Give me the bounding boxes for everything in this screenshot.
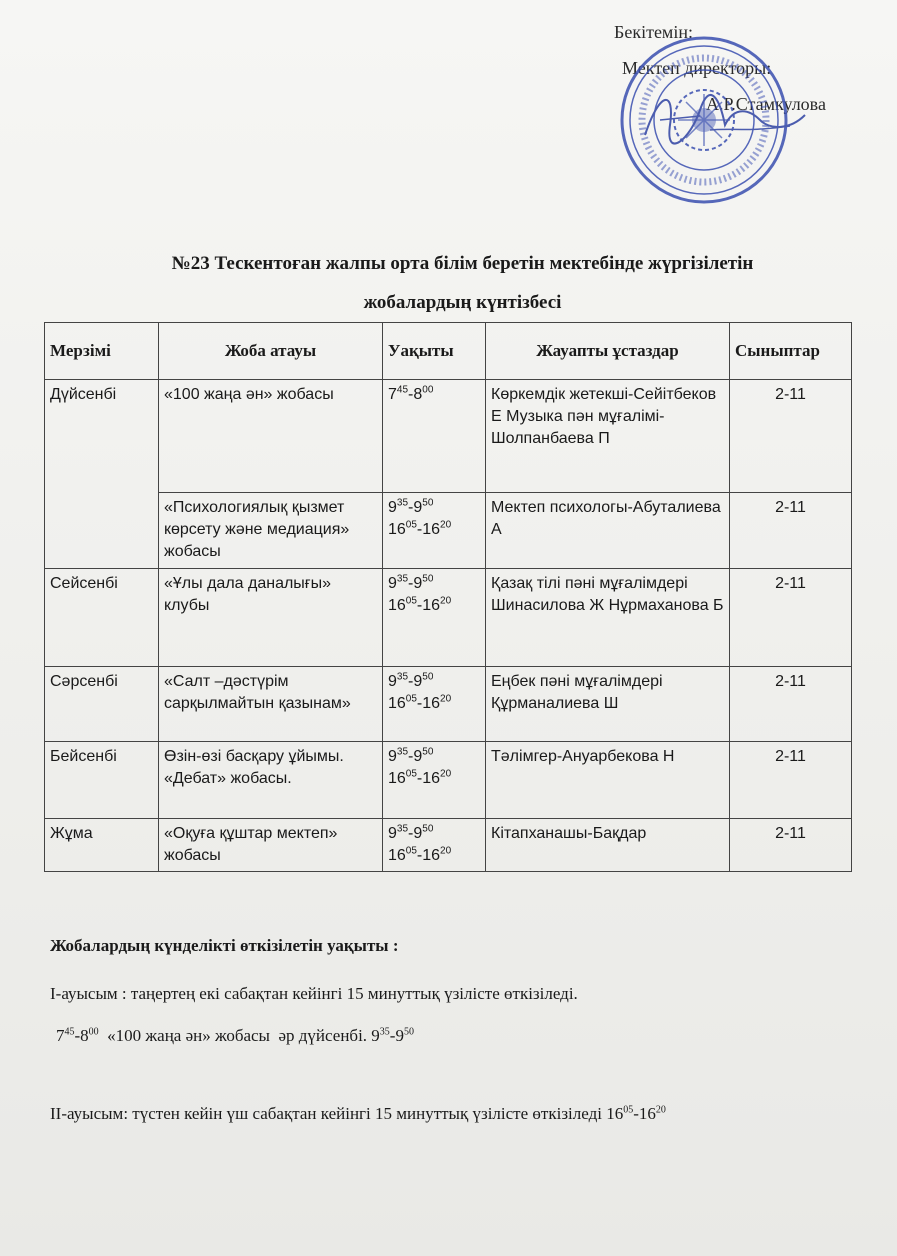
cell-project: Өзін-өзі басқару ұйымы. «Дебат» жобасы. <box>159 742 383 819</box>
cell-time <box>383 742 486 819</box>
header-grades: Сыныптар <box>730 323 852 380</box>
signature <box>640 80 810 150</box>
time-range: $9^{35}-9^{50}$ <box>388 573 434 592</box>
header-time: Уақыты <box>383 323 486 380</box>
cell-responsible: Кітапханашы-Бақдар <box>486 819 730 872</box>
cell-grades: 2-11 <box>730 569 852 667</box>
cell-project: «Оқуға құштар мектеп» жобасы <box>159 819 383 872</box>
time-range: $9^{35}-9^{50}$ <box>388 823 434 842</box>
time-range: $7^{45}-8^{00}$ <box>388 384 434 403</box>
header-responsible: Жауапты ұстаздар <box>486 323 730 380</box>
time-range: $16^{05}-16^{20}$ <box>388 519 452 538</box>
cell-grades: 2-11 <box>730 667 852 742</box>
cell-grades: 2-11 <box>730 742 852 819</box>
table-header-row <box>45 323 852 380</box>
project-schedule-table <box>44 322 852 872</box>
cell-grades: 2-11 <box>730 380 852 493</box>
notes-shift-1: І-ауысым : таңертең екі сабақтан кейінгі 15 минуттық үзілісте өткізіледі. <box>50 984 578 1003</box>
document-title-line-1: №23 Тескентоған жалпы орта білім беретін мектебінде жүргізілетін <box>171 253 754 274</box>
cell-project: «Ұлы дала даналығы» клубы <box>159 569 383 667</box>
cell-time <box>383 569 486 667</box>
table-row <box>45 569 852 667</box>
table-row <box>45 493 852 569</box>
time-range: $16^{05}-16^{20}$ <box>388 693 452 712</box>
notes-shift-2: ІІ-ауысым: түстен кейін үш сабақтан кейінгі 15 минуттық үзілісте өткізіледі $16^{05}-16^{20}$ <box>50 1104 666 1123</box>
notes-heading: Жобалардың күнделікті өткізілетін уақыты : <box>50 936 399 955</box>
cell-responsible: Мектеп психологы-Абуталиева А <box>486 493 730 569</box>
approval-line-1: Бекітемін: <box>614 22 693 42</box>
cell-time <box>383 667 486 742</box>
time-range: $9^{35}-9^{50}$ <box>388 746 434 765</box>
cell-day: Сәрсенбі <box>45 667 159 742</box>
cell-day: Жұма <box>45 819 159 872</box>
header-project: Жоба атауы <box>159 323 383 380</box>
approval-line-3: А.Р.Стамкулова <box>706 94 826 114</box>
notes-shift-1-times: $7^{45}-8^{00}$ «100 жаңа ән» жобасы әр дүйсенбі. $9^{35}-9^{50}$ <box>56 1026 414 1045</box>
time-range: $9^{35}-9^{50}$ <box>388 671 434 690</box>
cell-project: «100 жаңа ән» жобасы <box>159 380 383 493</box>
time-range: $16^{05}-16^{20}$ <box>388 845 452 864</box>
cell-responsible: Еңбек пәні мұғалімдері Құрманалиева Ш <box>486 667 730 742</box>
cell-responsible: Тәлімгер-Ануарбекова Н <box>486 742 730 819</box>
cell-grades: 2-11 <box>730 493 852 569</box>
table-row <box>45 742 852 819</box>
cell-day: Сейсенбі <box>45 569 159 667</box>
cell-time <box>383 819 486 872</box>
cell-responsible: Көркемдік жетекші-Сейітбеков Е Музыка пән мұғалімі-Шолпанбаева П <box>486 380 730 493</box>
cell-time <box>383 380 486 493</box>
cell-day: Бейсенбі <box>45 742 159 819</box>
cell-responsible: Қазақ тілі пәні мұғалімдері Шинасилова Ж Нұрмаханова Б <box>486 569 730 667</box>
cell-day: Дүйсенбі <box>45 380 159 569</box>
cell-time <box>383 493 486 569</box>
table-row <box>45 380 852 493</box>
document-title-line-2: жобалардың күнтізбесі <box>363 292 562 313</box>
table-row <box>45 667 852 742</box>
header-date: Мерзімі <box>45 323 159 380</box>
cell-project: «Психологиялық қызмет көрсету және медиация» жобасы <box>159 493 383 569</box>
time-range: $16^{05}-16^{20}$ <box>388 768 452 787</box>
cell-project: «Салт –дәстүрім сарқылмайтын қазынам» <box>159 667 383 742</box>
time-range: $9^{35}-9^{50}$ <box>388 497 434 516</box>
approval-line-2: Мектеп директоры: <box>622 58 772 78</box>
time-range: $16^{05}-16^{20}$ <box>388 595 452 614</box>
cell-grades: 2-11 <box>730 819 852 872</box>
table-row <box>45 819 852 872</box>
